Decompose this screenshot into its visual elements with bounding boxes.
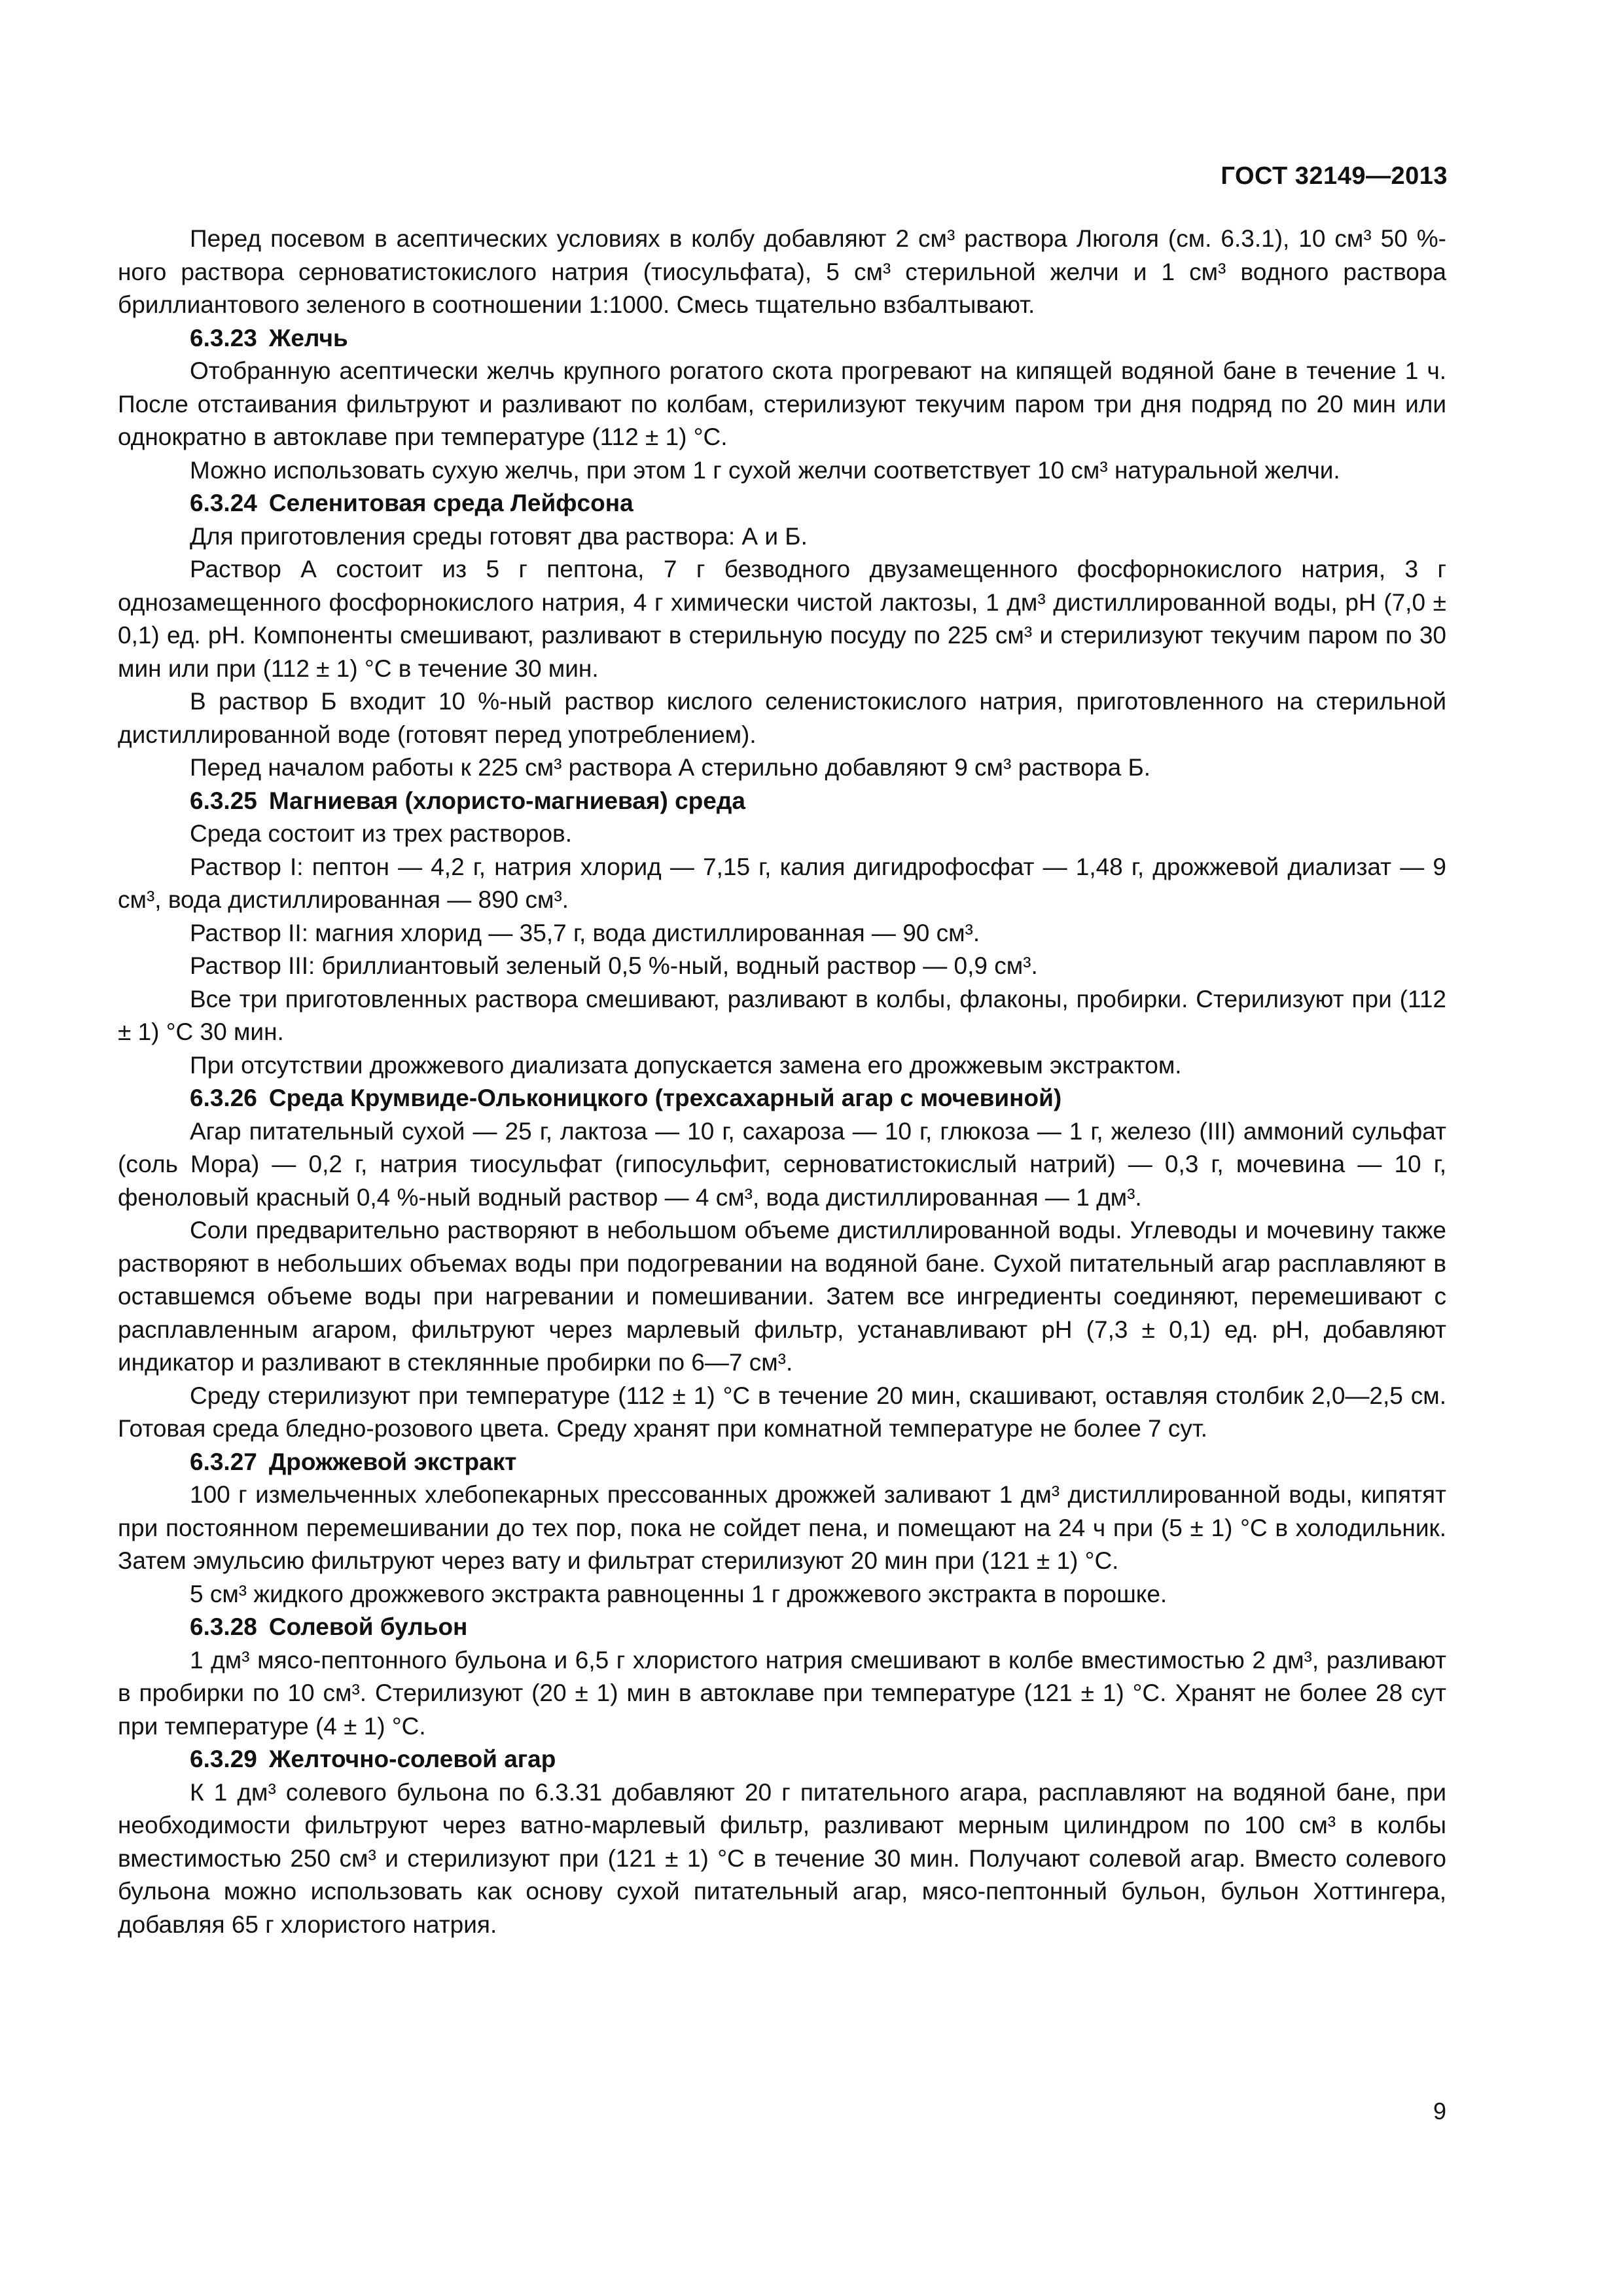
section-heading bbox=[118, 785, 1446, 818]
section-title: Желчь bbox=[268, 324, 348, 351]
section-heading bbox=[118, 1082, 1446, 1115]
page-number: 9 bbox=[1433, 2098, 1446, 2125]
section-number: 6.3.29 bbox=[190, 1746, 257, 1772]
paragraph: В раствор Б входит 10 %-ный раствор кислого селенистокислого натрия, приготовленного на стерильной дистиллированной воде (готовят перед употреблением). bbox=[118, 688, 1446, 748]
section-number: 6.3.24 bbox=[190, 490, 257, 516]
section-title: Желточно-солевой агар bbox=[268, 1746, 556, 1772]
paragraph: 1 дм³ мясо-пептонного бульона и 6,5 г хлористого натрия смешивают в колбе вместимостью 2 дм³, разливают в пробирки по 10 см³. Стерилизуют (20 ± 1) мин в автоклаве при температуре (121 ± 1) °С. Хранят не более 28 сут при температуре (4 ± 1) °С. bbox=[118, 1646, 1446, 1740]
section-title: Солевой бульон bbox=[268, 1613, 468, 1640]
section-title: Магниевая (хлористо-магниевая) среда bbox=[268, 787, 745, 814]
paragraph: При отсутствии дрожжевого диализата допускается замена его дрожжевым экстрактом. bbox=[190, 1051, 1182, 1079]
paragraph: 100 г измельченных хлебопекарных прессованных дрожжей заливают 1 дм³ дистиллированной воды, кипятят при постоянном перемешивании до тех пор, пока не сойдет пена, и помещают на 24 ч при (5 ± 1) °С в холодильник. Затем эмульсию фильтруют через вату и фильтрат стерилизуют 20 мин при (121 ± 1) °С. bbox=[118, 1481, 1446, 1574]
paragraph: Можно использовать сухую желчь, при этом 1 г сухой желчи соответствует 10 см³ натуральной желчи. bbox=[190, 456, 1340, 484]
section-title: Среда Крумвиде-Ольконицкого (трехсахарный агар с мочевиной) bbox=[268, 1085, 1062, 1111]
paragraph: Среду стерилизуют при температуре (112 ± 1) °С в течение 20 мин, скашивают, оставляя столбик 2,0—2,5 см. Готовая среда бледно-розового цвета. Среду хранят при комнатной температуре не более 7 сут. bbox=[118, 1382, 1446, 1442]
document-body bbox=[118, 223, 1446, 1941]
paragraph: Раствор I: пептон — 4,2 г, натрия хлорид — 7,15 г, калия дигидрофосфат — 1,48 г, дрожжевой диализат — 9 см³, вода дистиллированная — 890 см³. bbox=[118, 853, 1446, 913]
paragraph: Среда состоит из трех растворов. bbox=[190, 820, 572, 847]
paragraph: Все три приготовленных раствора смешивают, разливают в колбы, флаконы, пробирки. Стерилизуют при (112 ± 1) °С 30 мин. bbox=[118, 985, 1446, 1045]
paragraph: Раствор II: магния хлорид — 35,7 г, вода дистиллированная — 90 см³. bbox=[190, 919, 980, 946]
paragraph: Для приготовления среды готовят два раствора: А и Б. bbox=[190, 522, 808, 550]
section-number: 6.3.23 bbox=[190, 324, 257, 351]
section-title: Дрожжевой экстракт bbox=[268, 1448, 517, 1475]
standard-code-header: ГОСТ 32149—2013 bbox=[1221, 162, 1448, 190]
section-heading bbox=[118, 322, 1446, 355]
paragraph: Перед началом работы к 225 см³ раствора А стерильно добавляют 9 см³ раствора Б. bbox=[190, 754, 1151, 781]
paragraph: Раствор III: бриллиантовый зеленый 0,5 %-ный, водный раствор — 0,9 см³. bbox=[190, 952, 1038, 979]
section-heading bbox=[118, 1743, 1446, 1776]
section-heading bbox=[118, 487, 1446, 520]
section-number: 6.3.25 bbox=[190, 787, 257, 814]
paragraph: Раствор А состоит из 5 г пептона, 7 г безводного двузамещенного фосфорнокислого натрия, 3 г однозамещенного фосфорнокислого натрия, 4 г химически чистой лактозы, 1 дм³ дистиллированной воды, рН (7,0 ± 0,1) ед. рН. Компоненты смешивают, разливают в стерильную посуду по 225 см³ и стерилизуют текучим паром по 30 мин или при (112 ± 1) °С в течение 30 мин. bbox=[118, 556, 1446, 682]
section-number: 6.3.28 bbox=[190, 1613, 257, 1640]
paragraph: Отобранную асептически желчь крупного рогатого скота прогревают на кипящей водяной бане в течение 1 ч. После отстаивания фильтруют и разливают по колбам, стерилизуют текучим паром три дня подряд по 20 мин или однократно в автоклаве при температуре (112 ± 1) °С. bbox=[118, 357, 1446, 450]
section-heading bbox=[118, 1611, 1446, 1644]
paragraph: Перед посевом в асептических условиях в колбу добавляют 2 см³ раствора Люголя (см. 6.3.1), 10 см³ 50 %-ного раствора серноватистокислого натрия (тиосульфата), 5 см³ стерильной желчи и 1 см³ водного раствора бриллиантового зеленого в соотношении 1:1000. Смесь тщательно взбалтывают. bbox=[118, 225, 1446, 318]
section-number: 6.3.27 bbox=[190, 1448, 257, 1475]
paragraph: Агар питательный сухой — 25 г, лактоза — 10 г, сахароза — 10 г, глюкоза — 1 г, железо (III) аммоний сульфат (соль Мора) — 0,2 г, натрия тиосульфат (гипосульфит, серноватистокислый натрий) — 0,3 г, мочевина — 10 г, феноловый красный 0,4 %-ный водный раствор — 4 см³, вода дистиллированная — 1 дм³. bbox=[118, 1117, 1446, 1211]
paragraph: 5 см³ жидкого дрожжевого экстракта равноценны 1 г дрожжевого экстракта в порошке. bbox=[190, 1580, 1168, 1607]
paragraph: К 1 дм³ солевого бульона по 6.3.31 добавляют 20 г питательного агара, расплавляют на водяной бане, при необходимости фильтруют через ватно-марлевый фильтр, разливают мерным цилиндром по 100 см³ в колбы вместимостью 250 см³ и стерилизуют при (121 ± 1) °С в течение 30 мин. Получают солевой агар. Вместо солевого бульона можно использовать как основу сухой питательный агар, мясо-пептонный бульон, бульон Хоттингера, добавляя 65 г хлористого натрия. bbox=[118, 1778, 1446, 1938]
section-number: 6.3.26 bbox=[190, 1085, 257, 1111]
section-title: Селенитовая среда Лейфсона bbox=[268, 490, 633, 516]
section-heading bbox=[118, 1446, 1446, 1479]
paragraph: Соли предварительно растворяют в небольшом объеме дистиллированной воды. Углеводы и мочевину также растворяют в небольших объемах воды при подогревании на водяной бане. Сухой питательный агар расплавляют в оставшемся объеме воды при нагревании и помешивании. Затем все ингредиенты соединяют, перемешивают с расплавленным агаром, фильтруют через марлевый фильтр, устанавливают рН (7,3 ± 0,1) ед. рН, добавляют индикатор и разливают в стеклянные пробирки по 6—7 см³. bbox=[118, 1217, 1446, 1376]
